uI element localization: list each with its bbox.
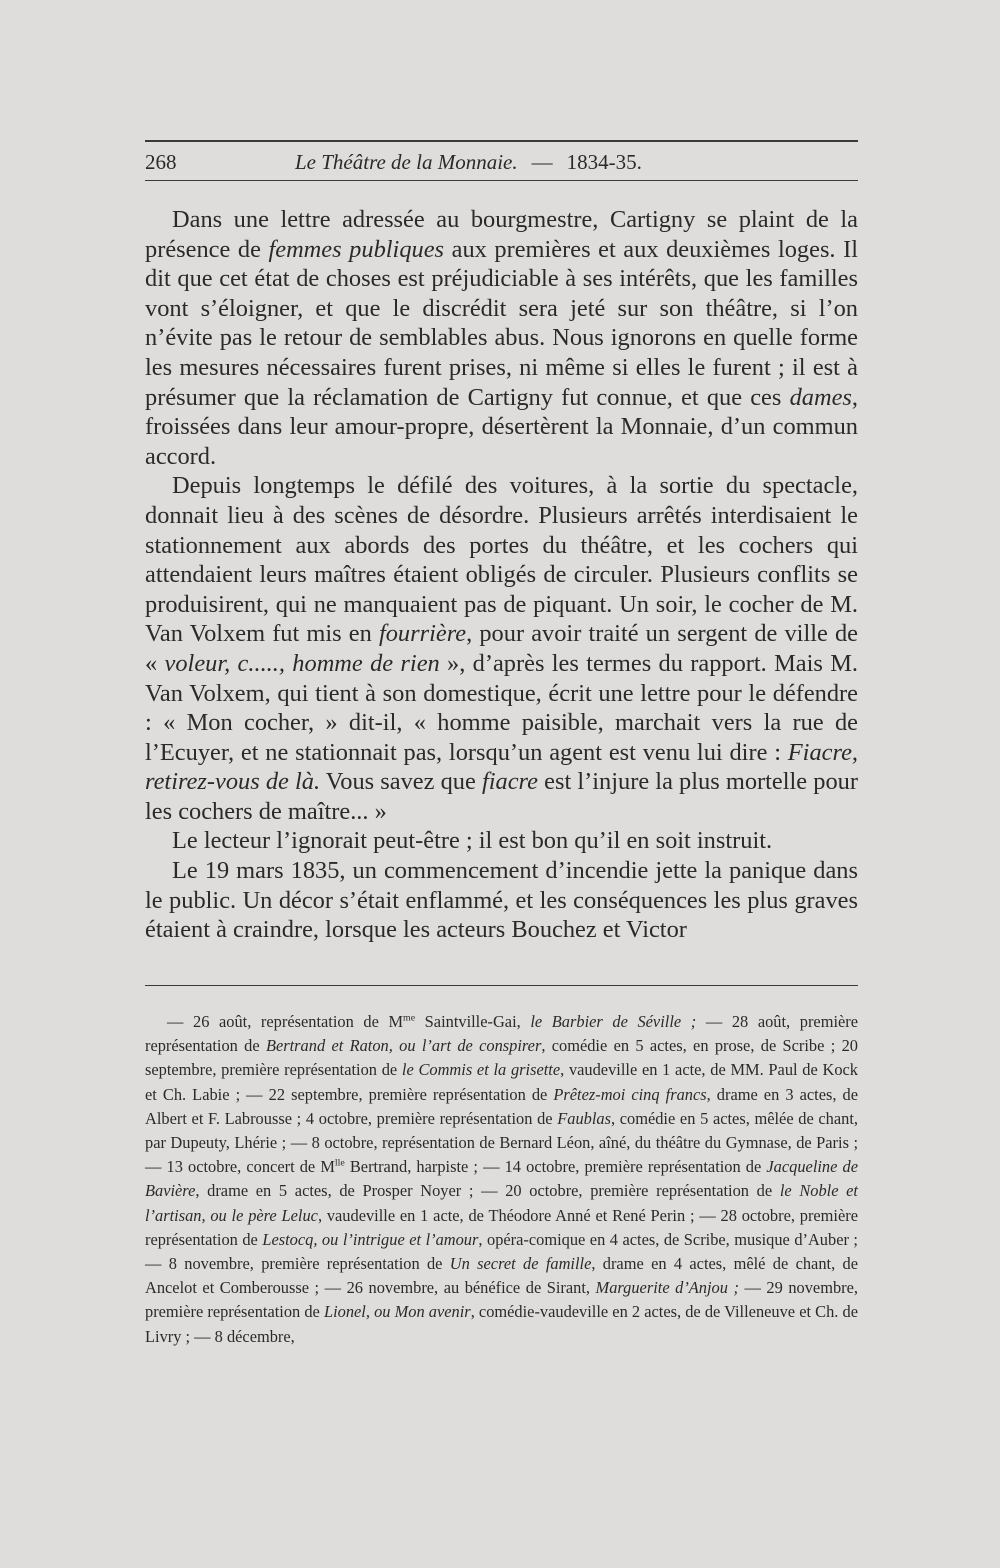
header-bottom-rule [145, 180, 858, 181]
paragraph [145, 826, 858, 856]
italic-text: fiacre [481, 768, 538, 796]
italic-text: le Barbier de Séville ; [530, 1012, 697, 1031]
text-run: , froissées dans leur amour-propre, désertèrent la Monnaie, d’un commun accord. [145, 383, 858, 470]
page-number: 268 [145, 150, 177, 174]
italic-text: Un secret de famille [449, 1254, 592, 1274]
text-run: Le lecteur l’ignorait peut-être ; il est bon qu’il en soit instruit. [172, 827, 773, 855]
text-run: — 28 août, première représentation de [145, 1012, 859, 1056]
italic-text: Jacqueline de Bavière [145, 1157, 858, 1201]
text-run: — 29 novembre, première représentation de [145, 1278, 858, 1322]
text-run: , drame en 4 actes, mêlé de chant, de Ancelot et Comberousse ; — 26 novembre, au bénéfice de Sirant, [145, 1254, 858, 1298]
main-text [145, 205, 858, 945]
italic-text: Marguerite d’Anjou ; [595, 1278, 739, 1298]
text-run: , comédie en 5 actes, mêlée de chant, par Dupeuty, Lhérie ; — 8 octobre, représentation de Bernard Léon, aîné, du théâtre du Gymnase, de Paris ; — 13 octobre, concert de M [145, 1108, 859, 1177]
italic-text: Faublas [557, 1108, 611, 1128]
text-run: , vaudeville en 1 acte, de MM. Paul de Kock et Ch. Labie ; — 22 septembre, première représentation de [145, 1060, 858, 1104]
superscript-text: lle [334, 1157, 345, 1169]
text-run: , comédie en 5 actes, en prose, de Scribe ; 20 septembre, première représentation de [145, 1036, 858, 1080]
text-run: , pour avoir traité un sergent de ville de « [145, 620, 858, 677]
text-run: aux premières et aux deuxièmes loges. Il dit que cet état de choses est préjudiciable à ses intérêts, que les familles vont s’éloigner, et que le discrédit sera jeté sur son théâtre, si l’on n’évite pas le retour de semblables abus. Nous ignorons en quelle forme les mesures nécessaires furent prises, ni même si elles le furent ; il est à présumer que la réclamation de Cartigny fut connue, et que ces [145, 235, 858, 411]
italic-text: Bertrand et Raton, ou l’art de conspirer [265, 1036, 542, 1056]
text-run: Depuis longtemps le défilé des voitures, à la sortie du spectacle, donnait lieu à des scènes de désordre. Plusieurs arrêtés interdisaient le stationnement aux abords des portes du théâtre, et les cochers qui attendaient leurs maîtres étaient obligés de circuler. Plusieurs conflits se produisirent, qui ne manquaient pas de piquant. Un soir, le cocher de M. Van Volxem fut mis en [145, 472, 858, 648]
text-run: , comédie-vaudeville en 2 actes, de de Villeneuve et Ch. de Livry ; — 8 décembre, [145, 1302, 859, 1346]
italic-text: le Commis et la grisette [401, 1060, 561, 1080]
header-dash: — [531, 150, 553, 174]
text-run: , vaudeville en 1 acte, de Théodore Anné et René Perin ; — 28 octobre, première représentation de [145, 1205, 858, 1249]
running-title: Le Théâtre de la Monnaie. [295, 150, 518, 174]
running-header [145, 150, 858, 176]
italic-text: le Noble et l’artisan, ou le père Leluc [145, 1181, 858, 1225]
text-run: — 26 août, représentation de M [167, 1012, 404, 1031]
text-run: , opéra-comique en 4 actes, de Scribe, musique d’Auber ; — 8 novembre, première représentation de [145, 1229, 858, 1274]
text-run: Vous savez que [320, 768, 482, 796]
text-run: Dans une lettre adressée au bourgmestre, Cartigny se plaint de la présence de [145, 206, 858, 263]
text-run: est l’injure la plus mortelle pour les cochers de maître... » [145, 768, 858, 825]
paragraph [145, 856, 858, 945]
text-run: , drame en 5 actes, de Prosper Noyer ; — 20 octobre, première représentation de [195, 1181, 780, 1201]
italic-text: Fiacre, retirez-vous de là. [145, 738, 858, 796]
text-run: , drame en 3 actes, de Albert et F. Labrousse ; 4 octobre, première représentation de [145, 1084, 858, 1128]
text-run: Saintville-Gai, [415, 1012, 531, 1031]
paragraph [145, 471, 858, 826]
italic-text: Prêtez-moi cinq francs [553, 1084, 707, 1104]
italic-text: Lionel, ou Mon avenir [323, 1302, 471, 1322]
footnote-text [145, 1010, 858, 1349]
header-years: 1834-35. [566, 150, 642, 174]
text-run: Bertrand, harpiste ; — 14 octobre, première représentation de [344, 1157, 767, 1177]
text-run: », d’après les termes du rapport. Mais M. Van Volxem, qui tient à son domestique, écrit une lettre pour le défendre : « Mon cocher, » dit-il, « homme paisible, marchait vers la rue de l’Ecuyer, et ne stationnait pas, lorsqu’un agent est venu lui dire : [145, 649, 859, 766]
header-top-rule [145, 140, 858, 142]
footnote-rule [145, 985, 858, 986]
italic-text: femmes publiques [268, 235, 445, 263]
text-run: Le 19 mars 1835, un commencement d’incendie jette la panique dans le public. Un décor s’était enflammé, et les conséquences les plus graves étaient à craindre, lorsque les acteurs Bouchez et Victor [145, 857, 858, 944]
paragraph [145, 205, 858, 471]
italic-text: fourrière [378, 620, 467, 648]
italic-text: dames [789, 383, 852, 411]
italic-text: voleur, c....., homme de rien [164, 649, 440, 677]
footnote [145, 1010, 858, 1349]
superscript-text: me [403, 1012, 416, 1024]
italic-text: Lestocq, ou l’intrigue et l’amour [262, 1229, 479, 1249]
